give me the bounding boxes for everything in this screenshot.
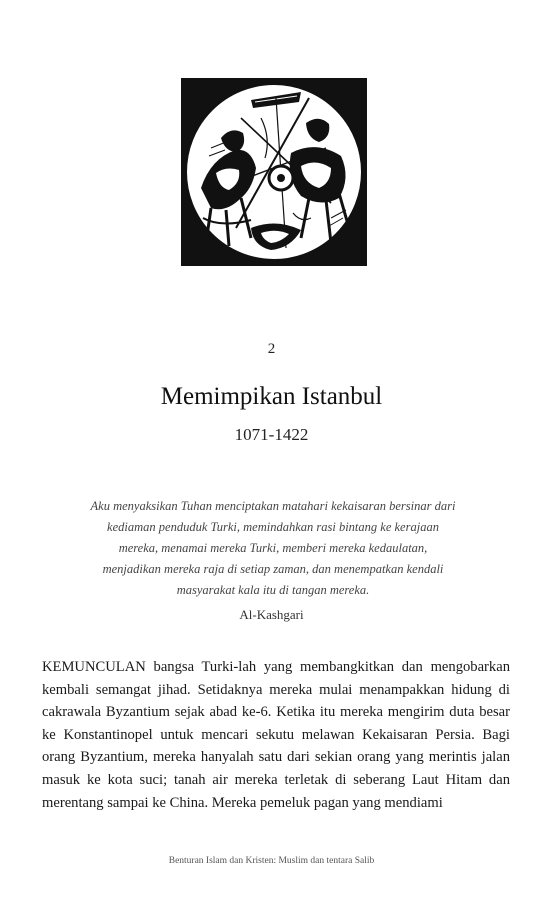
battle-scene-icon <box>181 78 367 266</box>
epigraph-quote: Aku menyaksikan Tuhan menciptakan matahari kekaisaran bersinar dari kediaman penduduk Turki, memindahkan rasi bintang ke kerajaan mereka, menamai mereka Turki, memberi mereka kedaulatan, menjadikan mereka raja di setiap zaman, dan menempatkan kendali masyarakat kala itu di tangan mereka. <box>90 499 456 597</box>
body-paragraph: KEMUNCULAN bangsa Turki-lah yang membangkitkan dan mengobarkan kembali semangat jihad. Setidaknya mereka mulai menampakkan hidung di cakrawala Byzantium sejak abad ke-6. Ketika itu mereka mengirim duta besar ke Konstantinopel untuk mencari sekutu melawan Kekaisaran Persia. Bagi orang Byzantium, mereka hanyalah satu dari sekian orang yang merintis jalan masuk ke kota suci; tanah air mereka terletak di seberang Laut Hitam dan merentang sampai ke China. Mereka pemeluk pagan yang mendiami <box>42 659 510 811</box>
epigraph-source: Al-Kashgari <box>239 607 304 622</box>
running-footer: Benturan Islam dan Kristen: Muslim dan tentara Salib <box>168 856 375 866</box>
chapter-number: 2 <box>267 341 276 357</box>
chapter-years: 1071-1422 <box>234 425 309 444</box>
chapter-title: Memimpikan Istanbul <box>160 383 383 410</box>
chapter-illustration <box>181 78 367 266</box>
